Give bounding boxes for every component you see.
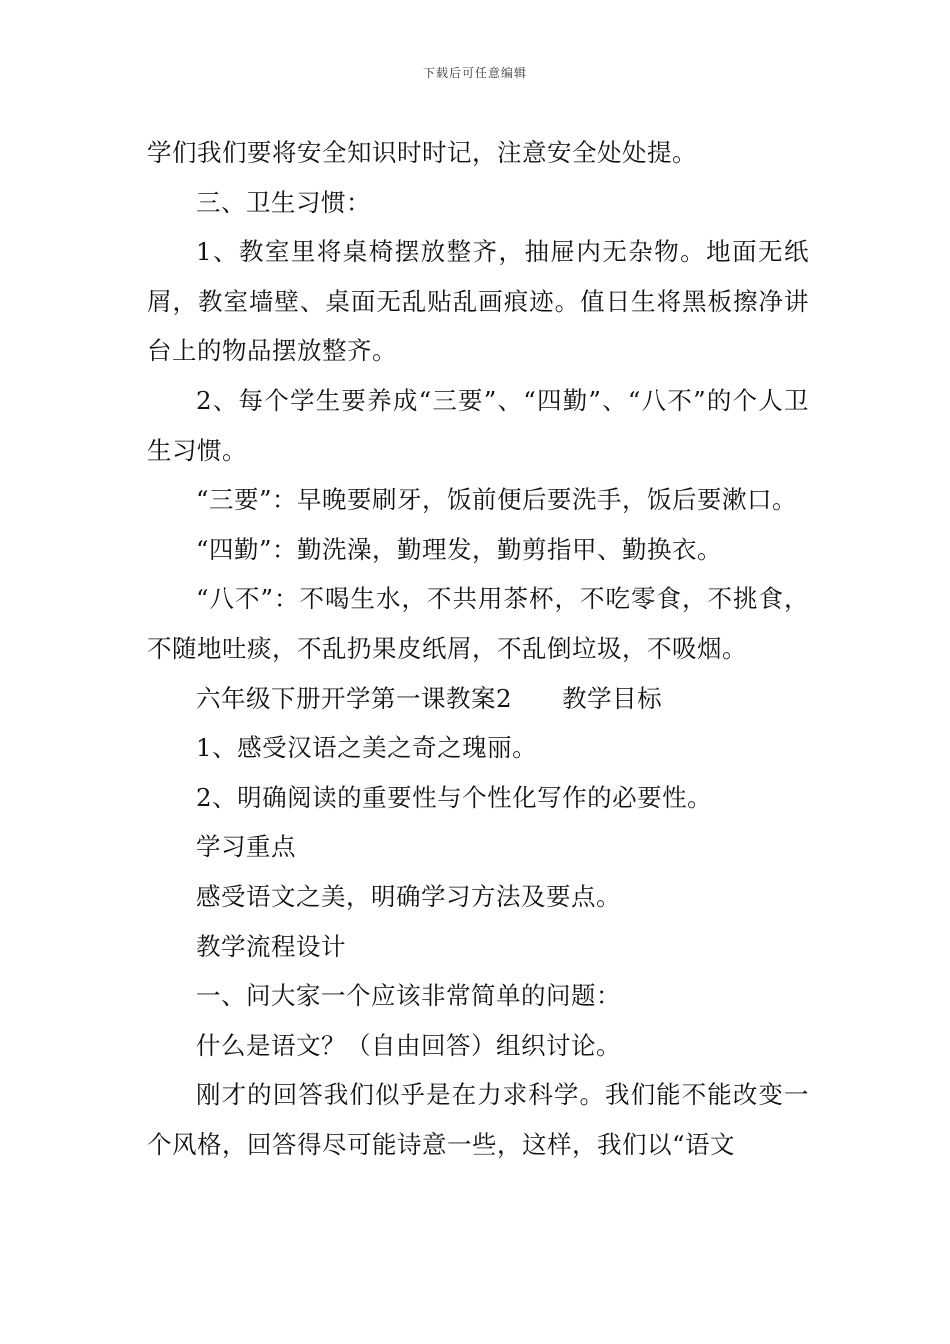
heading-hygiene-habits: 三、卫生习惯： xyxy=(196,187,371,217)
lesson-plan-title: 六年级下册开学第一课教案2 教学目标 xyxy=(196,683,663,713)
paragraph-question-intro: 一、问大家一个应该非常简单的问题： xyxy=(196,981,621,1011)
paragraph-personal-hygiene: 2、每个学生要养成“三要”、“四勤”、“八不”的个人卫生习惯。 xyxy=(147,385,809,465)
heading-teaching-process: 教学流程设计 xyxy=(196,931,346,961)
document-body xyxy=(147,128,809,1169)
paragraph-key-points: 感受语文之美，明确学习方法及要点。 xyxy=(196,881,621,911)
objective-item-2: 2、明确阅读的重要性与个性化写作的必要性。 xyxy=(196,782,713,812)
paragraph-eight-donts: “八不”：不喝生水，不共用茶杯，不吃零食，不挑食，不随地吐痰，不乱扔果皮纸屑，不乱倒垃圾，不吸烟。 xyxy=(147,584,809,663)
objective-item-1: 1、感受汉语之美之奇之瑰丽。 xyxy=(196,733,538,763)
page-header: 下载后可任意编辑 xyxy=(422,66,527,80)
paragraph-poetic-answer: 刚才的回答我们似乎是在力求科学。我们能不能改变一个风格，回答得尽可能诗意一些，这样，我们以“语文 xyxy=(147,1080,809,1159)
paragraph-classroom-tidiness: 1、教室里将桌椅摆放整齐，抽屉内无杂物。地面无纸屑，教室墙壁、桌面无乱贴乱画痕迹。值日生将黑板擦净讲台上的物品摆放整齐。 xyxy=(147,237,809,366)
heading-key-points: 学习重点 xyxy=(196,832,296,862)
paragraph-three-musts: “三要”：早晚要刷牙，饭前便后要洗手，饭后要漱口。 xyxy=(196,485,798,515)
paragraph-four-diligences: “四勤”：勤洗澡，勤理发，勤剪指甲、勤换衣。 xyxy=(196,534,723,564)
paragraph-safety-end: 学们我们要将安全知识时时记，注意安全处处提。 xyxy=(147,138,697,167)
paragraph-what-is-chinese: 什么是语文？（自由回答）组织讨论。 xyxy=(196,1030,621,1060)
